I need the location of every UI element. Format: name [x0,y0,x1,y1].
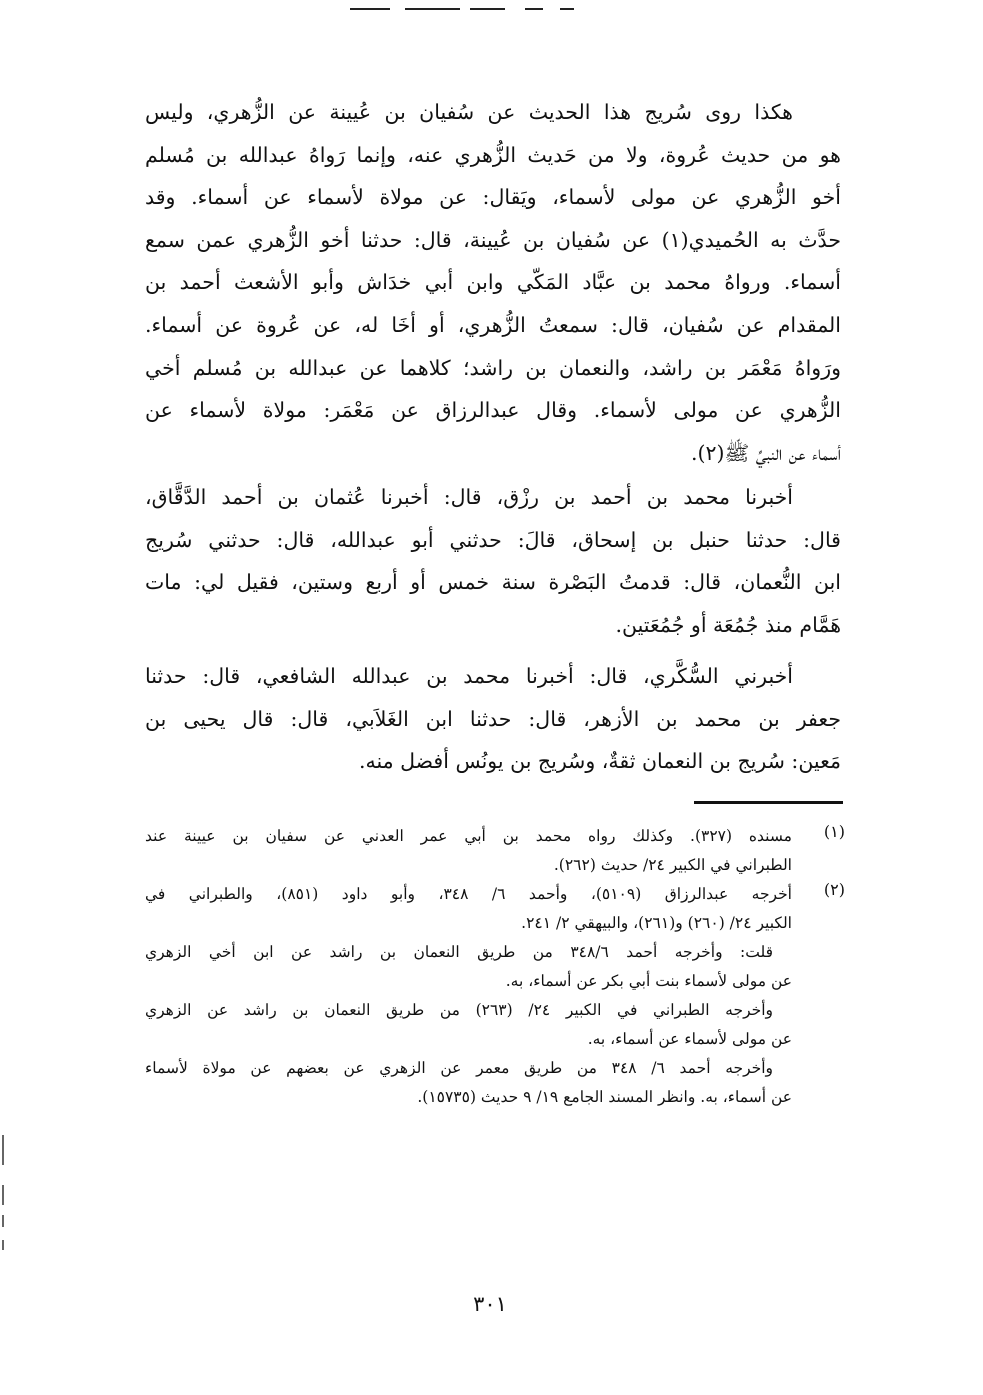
text-line: حدَّث به الحُميدي(١) عن سُفيان بن عُيينة، قال: حدثنا أخو الزُّهري عمن سمع [145,227,841,252]
page-number: ٣٠١ [473,1292,507,1316]
text-line: ابن النُّعمان، قال: قدمتُ البَصْرة سنة خمس أو أربع وستين، فقيل لي: مات [145,570,841,595]
top-edge-mark [560,8,574,10]
top-edge-mark [470,8,505,10]
text-line: أسماء. ورواهُ محمد بن عبَّاد المَكّي وابن أبي خدَاش وأبو الأشعث أحمد بن [145,270,841,295]
main-paragraph [145,91,841,474]
footnotes [145,822,845,1112]
text-line: أسماء عن النبيِّ ﷺ(٢). [690,440,841,465]
text-line: هَمَّام منذ جُمُعَة أو جُمُعَتين. [615,612,841,637]
main-paragraph [145,476,841,646]
footnote-note-line: وأخرجه أحمد ٦/ ٣٤٨ من طريق معمر عن الزهري عن بعضهم عن مولاة لأسماء [145,1059,774,1077]
footnote-note-line: عن أسماء، به. وانظر المسند الجامع ١٩/ ٩ حديث (١٥٧٣٥). [417,1088,792,1106]
text-line: جعفر بن محمد بن الأزهر، قال: حدثنا ابن الغَلاَبي، قال: قال يحيى بن [145,706,841,731]
text-line: مَعين: سُريج بن النعمان ثقةٌ، وسُريج بن يونُس أفضل منه. [358,749,841,774]
footnote-separator [694,801,843,804]
footnote-number: (١) [823,822,845,841]
scan-edge-mark [2,1240,4,1250]
scan-edge-mark [2,1185,4,1205]
footnote-2 [145,880,845,909]
text-line: هكذا روى سُريج هذا الحديث عن سُفيان بن عُيينة عن الزُّهري، وليس [145,100,793,124]
text-line: أخو الزُّهري عن مولى لأسماء، ويَقال: عن مولاة لأسماء عن أسماء. وقد [145,185,841,210]
footnote-number: (٢) [823,880,845,899]
footnote-note-line: وأخرجه الطبراني في الكبير ٢٤/ (٢٦٣) من طريق النعمان بن راشد عن الزهري [145,1001,773,1019]
text-line: المقدام عن سُفيان، قال: سمعتُ الزُّهري، أو أخَا له، عن عُروة عن أسماء. [145,312,841,337]
footnote-note-line: قلت: وأخرجه أحمد ٣٤٨/٦ من طريق النعمان بن راشد عن ابن أخي الزهري [145,943,773,961]
text-line: أخبرنا محمد بن أحمد بن رزْق، قال: أخبرنا عُثمان بن أحمد الدَّقَّاق، [145,485,793,509]
footnote-line: الطبراني في الكبير ٢٤/ حديث (٢٦٢). [553,856,792,874]
text-line: أخبرني السُّكَّري، قال: أخبرنا محمد بن عبدالله الشافعي، قال: حدثنا [145,664,793,688]
footnote-line: مسنده (٣٢٧). وكذلك رواه محمد بن أبي عمر العدني عن سفيان بن عيينة عند [145,827,792,845]
scan-edge-mark [2,1135,4,1165]
top-edge-mark [350,8,390,10]
text-line: ورَواهُ مَعْمَر بن راشد، والنعمان بن راشد؛ كلاهما عن عبدالله بن مُسلم أخي [145,355,841,380]
footnote-line: أخرجه عبدالرزاق (٥١٠٩)، وأحمد ٦/ ٣٤٨، وأبو داود (٨٥١)، والطبراني في [145,885,792,903]
top-edge-mark [405,8,460,10]
footnote-1 [145,822,845,851]
footnote-note-line: عن مولى لأسماء عن أسماء، به. [587,1030,792,1048]
text-line: الزُّهري عن مولى لأسماء. وقال عبدالرزاق عن مَعْمَر: مولاة لأسماء عن [145,398,841,423]
top-edge-mark [525,8,543,10]
main-paragraph [145,655,841,783]
scan-edge-mark [2,1215,4,1227]
text-line: هو من حديث عُروة، ولا من حَديث الزُّهري عنه، وإنما رَواهُ عبدالله بن مُسلم [145,142,841,167]
footnote-note-line: عن مولى لأسماء بنت أبي بكر عن أسماء، به. [505,972,792,990]
text-line: قال: حدثنا حنبل بن إسحاق، قالَ: حدثني أبو عبدالله، قال: حدثني سُريج [145,527,841,552]
footnote-line: الكبير ٢٤/ (٢٦٠) و(٢٦١)، والبيهقي ٢/ ٢٤١. [521,914,792,932]
